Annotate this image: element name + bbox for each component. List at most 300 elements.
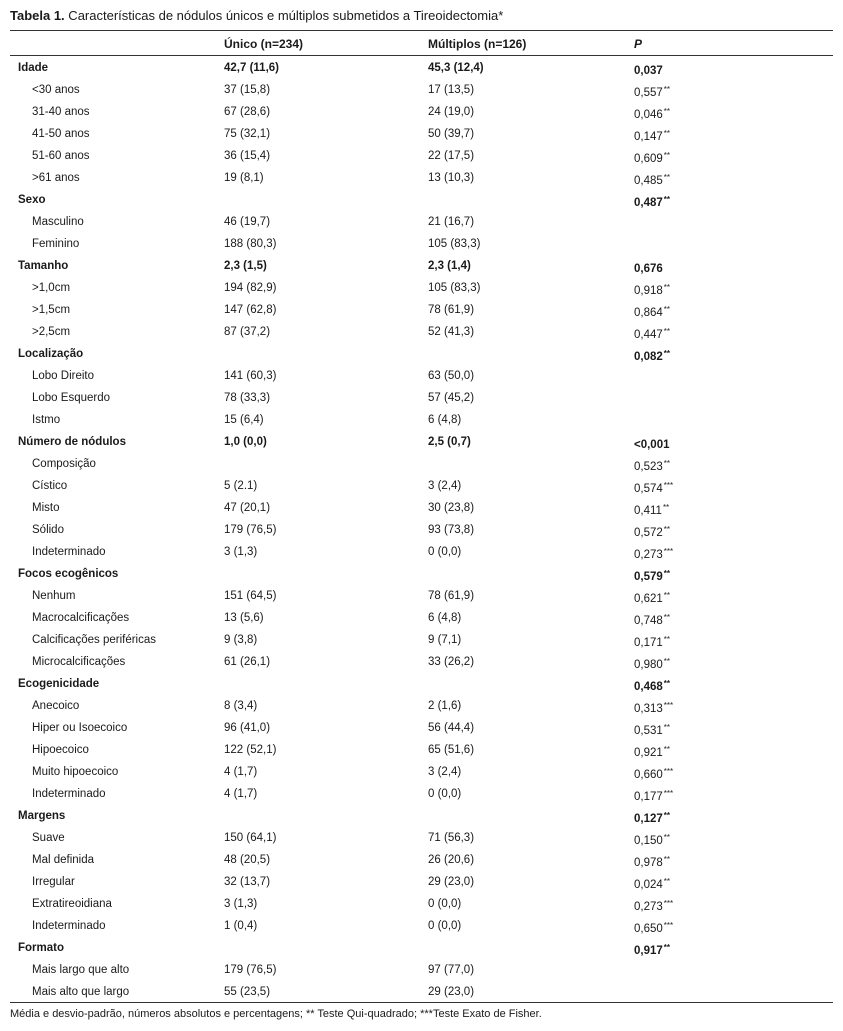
row-label <box>32 827 65 849</box>
significance-marker: *** <box>663 899 674 908</box>
row-label <box>32 475 67 497</box>
cell-multiplos-text: 78 (61,9) <box>428 590 475 602</box>
cell-multiplos-text: 6 (4,8) <box>428 414 462 426</box>
row-label <box>32 761 118 783</box>
row-label <box>32 783 106 805</box>
significance-marker: ** <box>663 129 671 138</box>
table-row <box>0 101 843 123</box>
cell-multiplos-text: 0 (0,0) <box>428 546 462 558</box>
cell-multiplos <box>428 409 461 431</box>
cell-unico-text: 32 (13,7) <box>224 876 271 888</box>
cell-unico-text: 5 (2.1) <box>224 480 258 492</box>
cell-unico <box>224 607 264 629</box>
table-row <box>0 321 843 343</box>
row-label-text: Suave <box>32 832 65 844</box>
cell-multiplos <box>428 145 474 167</box>
cell-multiplos-text: 63 (50,0) <box>428 370 475 382</box>
row-label-text: Número de nódulos <box>18 436 126 448</box>
cell-multiplos <box>428 915 461 937</box>
table-row <box>0 233 843 255</box>
cell-multiplos <box>428 651 474 673</box>
table-row <box>0 277 843 299</box>
row-label <box>18 431 126 453</box>
significance-marker: ** <box>663 85 671 94</box>
cell-unico-text: 4 (1,7) <box>224 766 258 778</box>
row-label-text: Istmo <box>32 414 61 426</box>
cell-unico <box>224 585 276 607</box>
table-body <box>0 57 843 1003</box>
table-group-row <box>0 673 843 695</box>
row-label <box>32 981 129 1003</box>
cell-p-value-text: 0,650 <box>634 923 663 935</box>
cell-multiplos-text: 0 (0,0) <box>428 920 462 932</box>
cell-unico-text: 78 (33,3) <box>224 392 271 404</box>
cell-unico-text: 9 (3,8) <box>224 634 258 646</box>
cell-unico <box>224 233 276 255</box>
cell-multiplos-text: 71 (56,3) <box>428 832 475 844</box>
table-row <box>0 123 843 145</box>
significance-marker: ** <box>663 745 671 754</box>
cell-p-value-text: 0,980 <box>634 659 663 671</box>
cell-multiplos <box>428 695 461 717</box>
cell-unico <box>224 211 270 233</box>
cell-unico-text: 147 (62,8) <box>224 304 277 316</box>
row-label <box>32 277 70 299</box>
cell-multiplos-text: 24 (19,0) <box>428 106 475 118</box>
top-rule <box>10 30 833 31</box>
table-row <box>0 915 843 937</box>
significance-marker: ** <box>663 107 671 116</box>
significance-marker: *** <box>663 789 674 798</box>
cell-unico <box>224 915 257 937</box>
row-label-text: Calcificações periféricas <box>32 634 156 646</box>
row-label-text: Mais largo que alto <box>32 964 130 976</box>
cell-unico-text: 188 (80,3) <box>224 238 277 250</box>
row-label <box>32 959 129 981</box>
significance-marker: ** <box>663 459 671 468</box>
row-label <box>18 189 46 211</box>
cell-unico <box>224 79 270 101</box>
row-label-text: Localização <box>18 348 84 360</box>
cell-unico <box>224 299 276 321</box>
row-label-text: >61 anos <box>32 172 80 184</box>
cell-p-value-text: 0,748 <box>634 615 663 627</box>
significance-marker: ** <box>663 855 671 864</box>
cell-p-value-text: 0,676 <box>634 263 663 275</box>
cell-multiplos-text: 105 (83,3) <box>428 282 481 294</box>
cell-unico-text: 75 (32,1) <box>224 128 271 140</box>
significance-marker: *** <box>663 481 674 490</box>
cell-multiplos-text: 93 (73,8) <box>428 524 475 536</box>
cell-multiplos <box>428 607 461 629</box>
cell-p-value-text: 0,273 <box>634 549 663 561</box>
cell-p-value-text: 0,609 <box>634 153 663 165</box>
significance-marker: ** <box>663 173 671 182</box>
table-row <box>0 981 843 1003</box>
row-label-text: Lobo Esquerdo <box>32 392 111 404</box>
row-label-text: Sólido <box>32 524 64 536</box>
cell-unico <box>224 827 276 849</box>
cell-p-value-text: 0,557 <box>634 87 663 99</box>
cell-unico-text: 61 (26,1) <box>224 656 271 668</box>
row-label <box>18 57 48 79</box>
cell-multiplos <box>428 57 484 79</box>
row-label <box>32 585 75 607</box>
cell-unico-text: 48 (20,5) <box>224 854 271 866</box>
table-row <box>0 607 843 629</box>
row-label <box>32 299 70 321</box>
significance-marker: ** <box>663 327 671 336</box>
row-label-text: Muito hipoecoico <box>32 766 119 778</box>
row-label <box>32 145 90 167</box>
cell-unico-text: 36 (15,4) <box>224 150 271 162</box>
table-row <box>0 629 843 651</box>
table-caption-label: Tabela 1. <box>10 8 65 23</box>
cell-unico <box>224 387 270 409</box>
row-label <box>32 849 94 871</box>
table-row <box>0 145 843 167</box>
table-row <box>0 299 843 321</box>
cell-multiplos-text: 0 (0,0) <box>428 898 462 910</box>
cell-unico <box>224 475 257 497</box>
row-label <box>18 563 118 585</box>
cell-unico-text: 4 (1,7) <box>224 788 258 800</box>
cell-multiplos <box>428 321 474 343</box>
cell-multiplos-text: 52 (41,3) <box>428 326 475 338</box>
cell-unico-text: 194 (82,9) <box>224 282 277 294</box>
row-label <box>32 123 90 145</box>
table-row <box>0 761 843 783</box>
cell-unico-text: 1,0 (0,0) <box>224 436 267 448</box>
cell-p-value-text: 0,177 <box>634 791 663 803</box>
significance-marker: ** <box>663 151 671 160</box>
cell-multiplos-text: 105 (83,3) <box>428 238 481 250</box>
row-label-text: Cístico <box>32 480 68 492</box>
row-label <box>32 101 90 123</box>
table-group-row <box>0 57 843 79</box>
cell-multiplos <box>428 519 474 541</box>
bottom-rule <box>10 1002 833 1003</box>
cell-p-value-text: <0,001 <box>634 439 670 451</box>
cell-unico-text: 179 (76,5) <box>224 524 277 536</box>
row-label-text: Nenhum <box>32 590 76 602</box>
cell-multiplos <box>428 981 474 1003</box>
cell-unico-text: 37 (15,8) <box>224 84 271 96</box>
cell-p-value-text: 0,660 <box>634 769 663 781</box>
row-label-text: 31-40 anos <box>32 106 90 118</box>
cell-multiplos-text: 29 (23,0) <box>428 876 475 888</box>
row-label <box>32 915 106 937</box>
table-group-row <box>0 189 843 211</box>
cell-multiplos <box>428 255 471 277</box>
cell-unico-text: 55 (23,5) <box>224 986 271 998</box>
cell-unico-text: 13 (5,6) <box>224 612 264 624</box>
header-p-value: P <box>634 37 643 51</box>
table-row <box>0 211 843 233</box>
cell-unico-text: 2,3 (1,5) <box>224 260 267 272</box>
cell-unico-text: 47 (20,1) <box>224 502 271 514</box>
row-label-text: Irregular <box>32 876 75 888</box>
cell-multiplos-text: 26 (20,6) <box>428 854 475 866</box>
table-group-row <box>0 937 843 959</box>
cell-p-value-text: 0,147 <box>634 131 663 143</box>
table-group-row <box>0 805 843 827</box>
cell-multiplos <box>428 585 474 607</box>
cell-unico <box>224 123 270 145</box>
row-label-text: Focos ecogênicos <box>18 568 119 580</box>
table-row <box>0 79 843 101</box>
cell-unico <box>224 871 270 893</box>
cell-unico <box>224 255 267 277</box>
table-row <box>0 827 843 849</box>
cell-p-value-text: 0,921 <box>634 747 663 759</box>
cell-unico <box>224 497 270 519</box>
cell-p-value-text: 0,917 <box>634 945 663 957</box>
table-row <box>0 167 843 189</box>
cell-multiplos-text: 3 (2,4) <box>428 766 462 778</box>
cell-multiplos-text: 22 (17,5) <box>428 150 475 162</box>
cell-multiplos-text: 2,5 (0,7) <box>428 436 471 448</box>
row-label-text: Feminino <box>32 238 80 250</box>
row-label-text: <30 anos <box>32 84 80 96</box>
row-label-text: Anecoico <box>32 700 80 712</box>
row-label-text: Indeterminado <box>32 546 106 558</box>
row-label <box>18 343 83 365</box>
cell-multiplos <box>428 739 474 761</box>
cell-unico <box>224 321 270 343</box>
cell-unico <box>224 431 267 453</box>
table-row <box>0 497 843 519</box>
row-label-text: Formato <box>18 942 64 954</box>
cell-p-value-text: 0,150 <box>634 835 663 847</box>
cell-multiplos <box>428 365 474 387</box>
row-label-text: Mais alto que largo <box>32 986 130 998</box>
row-label-text: Lobo Direito <box>32 370 95 382</box>
significance-marker: ** <box>663 569 671 578</box>
cell-unico-text: 141 (60,3) <box>224 370 277 382</box>
significance-marker: *** <box>663 701 674 710</box>
row-label-text: >1,5cm <box>32 304 71 316</box>
cell-unico <box>224 893 257 915</box>
cell-unico <box>224 695 257 717</box>
cell-multiplos <box>428 387 474 409</box>
cell-unico <box>224 519 276 541</box>
cell-multiplos <box>428 541 461 563</box>
significance-marker: ** <box>663 305 671 314</box>
table-row <box>0 409 843 431</box>
row-label-text: Hiper ou Isoecoico <box>32 722 128 734</box>
row-label <box>32 79 80 101</box>
row-label <box>32 893 112 915</box>
table-footnote: Média e desvio-padrão, números absolutos e percentagens; ** Teste Qui-quadrado; ***Teste Exato de Fisher. <box>10 1008 542 1020</box>
cell-multiplos-text: 6 (4,8) <box>428 612 462 624</box>
cell-multiplos <box>428 629 461 651</box>
cell-multiplos <box>428 299 474 321</box>
significance-marker: ** <box>663 349 671 358</box>
row-label-text: Macrocalcificações <box>32 612 130 624</box>
cell-unico <box>224 739 276 761</box>
significance-marker: *** <box>663 767 674 776</box>
table-row <box>0 717 843 739</box>
cell-unico-text: 179 (76,5) <box>224 964 277 976</box>
cell-multiplos-text: 57 (45,2) <box>428 392 475 404</box>
significance-marker: ** <box>663 657 671 666</box>
significance-marker: ** <box>663 679 671 688</box>
row-label-text: Masculino <box>32 216 84 228</box>
cell-unico <box>224 981 270 1003</box>
cell-multiplos-text: 9 (7,1) <box>428 634 462 646</box>
table-row <box>0 387 843 409</box>
cell-multiplos-text: 0 (0,0) <box>428 788 462 800</box>
cell-multiplos <box>428 893 461 915</box>
row-label <box>32 387 110 409</box>
cell-multiplos <box>428 761 461 783</box>
table-row <box>0 475 843 497</box>
significance-marker: ** <box>663 195 671 204</box>
cell-multiplos-text: 78 (61,9) <box>428 304 475 316</box>
cell-unico <box>224 761 257 783</box>
significance-marker: ** <box>663 635 671 644</box>
row-label-text: Misto <box>32 502 60 514</box>
cell-p-value-text: 0,273 <box>634 901 663 913</box>
cell-p-value-text: 0,918 <box>634 285 663 297</box>
cell-p-value-text: 0,127 <box>634 813 663 825</box>
cell-multiplos-text: 2 (1,6) <box>428 700 462 712</box>
cell-unico-text: 150 (64,1) <box>224 832 277 844</box>
cell-multiplos-text: 21 (16,7) <box>428 216 475 228</box>
cell-unico <box>224 145 270 167</box>
cell-unico-text: 3 (1,3) <box>224 546 258 558</box>
cell-multiplos <box>428 211 474 233</box>
row-label <box>32 651 125 673</box>
table-row <box>0 893 843 915</box>
cell-multiplos <box>428 871 474 893</box>
cell-p-value-text: 0,487 <box>634 197 663 209</box>
row-label <box>32 717 127 739</box>
significance-marker: ** <box>663 811 671 820</box>
cell-multiplos <box>428 79 474 101</box>
cell-multiplos <box>428 277 480 299</box>
table-row <box>0 783 843 805</box>
table-row <box>0 959 843 981</box>
significance-marker: ** <box>662 503 670 512</box>
cell-unico <box>224 717 270 739</box>
table-caption-text: Características de nódulos únicos e múltiplos submetidos a Tireoidectomia* <box>64 8 504 23</box>
significance-marker: ** <box>663 591 671 600</box>
significance-marker: *** <box>663 547 674 556</box>
significance-marker: *** <box>663 921 674 930</box>
cell-unico-text: 42,7 (11,6) <box>224 62 279 74</box>
row-label <box>32 167 80 189</box>
cell-unico-text: 15 (6,4) <box>224 414 264 426</box>
row-label <box>18 805 65 827</box>
header-unico: Único (n=234) <box>224 37 304 51</box>
row-label <box>32 497 59 519</box>
row-label-text: Extratireoidiana <box>32 898 112 910</box>
table-row <box>0 519 843 541</box>
table-row <box>0 453 843 475</box>
cell-p-value-text: 0,621 <box>634 593 663 605</box>
row-label-text: >1,0cm <box>32 282 71 294</box>
cell-unico <box>224 959 276 981</box>
row-label <box>18 937 64 959</box>
cell-p-value-text: 0,411 <box>634 505 662 517</box>
row-label-text: >2,5cm <box>32 326 71 338</box>
cell-multiplos-text: 45,3 (12,4) <box>428 62 484 74</box>
table-row <box>0 651 843 673</box>
row-label <box>32 233 79 255</box>
row-label <box>32 607 129 629</box>
row-label <box>32 695 79 717</box>
row-label <box>32 541 106 563</box>
cell-unico <box>224 365 276 387</box>
cell-p-value-text: 0,447 <box>634 329 663 341</box>
cell-multiplos <box>428 101 474 123</box>
row-label-text: Sexo <box>18 194 46 206</box>
row-label <box>18 673 99 695</box>
cell-multiplos <box>428 497 474 519</box>
cell-unico <box>224 849 270 871</box>
significance-marker: ** <box>663 613 671 622</box>
cell-multiplos <box>428 431 471 453</box>
row-label-text: 41-50 anos <box>32 128 90 140</box>
row-label <box>32 409 60 431</box>
table-group-row <box>0 255 843 277</box>
row-label <box>18 255 68 277</box>
row-label-text: Indeterminado <box>32 788 106 800</box>
cell-unico <box>224 167 264 189</box>
cell-unico-text: 122 (52,1) <box>224 744 277 756</box>
table-group-row <box>0 343 843 365</box>
cell-unico <box>224 101 270 123</box>
table-row <box>0 739 843 761</box>
cell-p-value-text: 0,978 <box>634 857 663 869</box>
cell-multiplos-text: 65 (51,6) <box>428 744 475 756</box>
cell-multiplos-text: 30 (23,8) <box>428 502 475 514</box>
significance-marker: ** <box>663 833 671 842</box>
row-label-text: Hipoecoico <box>32 744 89 756</box>
cell-multiplos-text: 29 (23,0) <box>428 986 475 998</box>
cell-multiplos <box>428 959 474 981</box>
cell-multiplos-text: 97 (77,0) <box>428 964 475 976</box>
cell-p-value-text: 0,579 <box>634 571 663 583</box>
cell-multiplos-text: 33 (26,2) <box>428 656 475 668</box>
cell-p-value-text: 0,046 <box>634 109 663 121</box>
significance-marker: ** <box>663 877 671 886</box>
row-label-text: Mal definida <box>32 854 95 866</box>
cell-multiplos <box>428 167 474 189</box>
table-row <box>0 695 843 717</box>
row-label-text: Microcalcificações <box>32 656 126 668</box>
row-label <box>32 321 70 343</box>
row-label-text: Tamanho <box>18 260 69 272</box>
cell-multiplos-text: 50 (39,7) <box>428 128 475 140</box>
cell-p-value-text: 0,523 <box>634 461 663 473</box>
header-rule <box>10 55 833 56</box>
row-label-text: Indeterminado <box>32 920 106 932</box>
cell-unico-text: 96 (41,0) <box>224 722 271 734</box>
cell-unico <box>224 629 257 651</box>
significance-marker: ** <box>663 943 671 952</box>
cell-p-value-text: 0,037 <box>634 65 663 77</box>
row-label <box>32 519 64 541</box>
row-label-text: Idade <box>18 62 49 74</box>
row-label-text: Ecogenicidade <box>18 678 100 690</box>
table-row <box>0 871 843 893</box>
table-row <box>0 849 843 871</box>
cell-unico <box>224 409 264 431</box>
cell-multiplos-text: 2,3 (1,4) <box>428 260 471 272</box>
